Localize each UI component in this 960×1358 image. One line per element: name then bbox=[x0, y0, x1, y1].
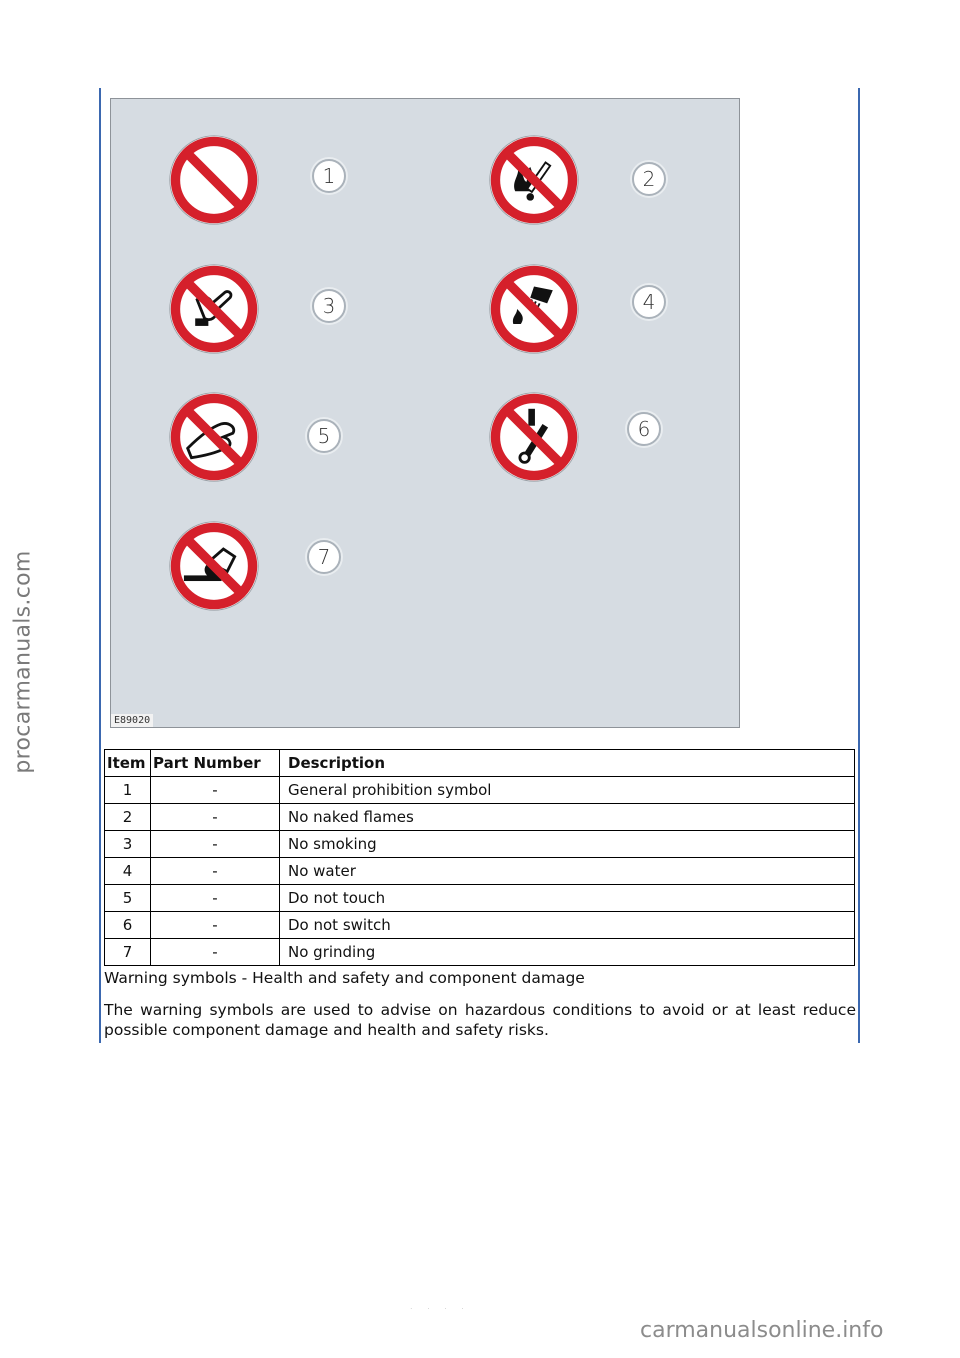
footer-watermark: carmanualsonline.info bbox=[640, 1318, 884, 1343]
items-table bbox=[104, 749, 855, 966]
faint-page-mark: . . . . bbox=[410, 1302, 470, 1311]
no-water-icon bbox=[487, 262, 581, 356]
callout-4: 4 bbox=[632, 285, 666, 319]
cell-item: 4 bbox=[105, 858, 151, 885]
cell-description: No water bbox=[280, 858, 855, 885]
no-naked-flames-icon bbox=[487, 133, 581, 227]
cell-description: No naked flames bbox=[280, 804, 855, 831]
no-smoking-icon bbox=[167, 262, 261, 356]
body-paragraph: The warning symbols are used to advise on hazardous conditions to avoid or at least reduce possible component damage and health and safety risks. bbox=[104, 1001, 856, 1039]
callout-6: 6 bbox=[627, 412, 661, 446]
table-row bbox=[105, 939, 855, 966]
cell-part-number: - bbox=[151, 804, 280, 831]
callout-3: 3 bbox=[312, 289, 346, 323]
cell-part-number: - bbox=[151, 858, 280, 885]
cell-description: Do not touch bbox=[280, 885, 855, 912]
cell-description: No smoking bbox=[280, 831, 855, 858]
cell-item: 2 bbox=[105, 804, 151, 831]
cell-part-number: - bbox=[151, 777, 280, 804]
do-not-touch-icon bbox=[167, 390, 261, 484]
column-header-description: Description bbox=[280, 750, 855, 777]
side-watermark bbox=[8, 0, 38, 1358]
table-row bbox=[105, 912, 855, 939]
callout-7: 7 bbox=[307, 540, 341, 574]
cell-part-number: - bbox=[151, 831, 280, 858]
table-row bbox=[105, 858, 855, 885]
table-row bbox=[105, 804, 855, 831]
left-margin-rule bbox=[99, 88, 101, 1043]
cell-description: Do not switch bbox=[280, 912, 855, 939]
callout-5: 5 bbox=[307, 419, 341, 453]
cell-description: General prohibition symbol bbox=[280, 777, 855, 804]
cell-item: 1 bbox=[105, 777, 151, 804]
no-grinding-icon bbox=[167, 519, 261, 613]
table-row bbox=[105, 885, 855, 912]
general-prohibition-icon bbox=[167, 133, 261, 227]
callout-1: 1 bbox=[312, 159, 346, 193]
column-header-part-number: Part Number bbox=[151, 750, 280, 777]
callout-2: 2 bbox=[632, 162, 666, 196]
cell-item: 7 bbox=[105, 939, 151, 966]
cell-item: 3 bbox=[105, 831, 151, 858]
side-watermark-text: procarmanuals.com bbox=[10, 550, 36, 774]
figure-caption: Warning symbols - Health and safety and component damage bbox=[104, 969, 585, 987]
cell-item: 6 bbox=[105, 912, 151, 939]
cell-item: 5 bbox=[105, 885, 151, 912]
cell-description: No grinding bbox=[280, 939, 855, 966]
figure-id: E89020 bbox=[111, 714, 153, 727]
right-margin-rule bbox=[858, 88, 860, 1043]
table-header-row bbox=[105, 750, 855, 777]
table-row bbox=[105, 777, 855, 804]
table-row bbox=[105, 831, 855, 858]
warning-symbols-figure bbox=[110, 98, 740, 728]
cell-part-number: - bbox=[151, 885, 280, 912]
cell-part-number: - bbox=[151, 912, 280, 939]
do-not-switch-icon bbox=[487, 390, 581, 484]
cell-part-number: - bbox=[151, 939, 280, 966]
column-header-item: Item bbox=[105, 750, 151, 777]
